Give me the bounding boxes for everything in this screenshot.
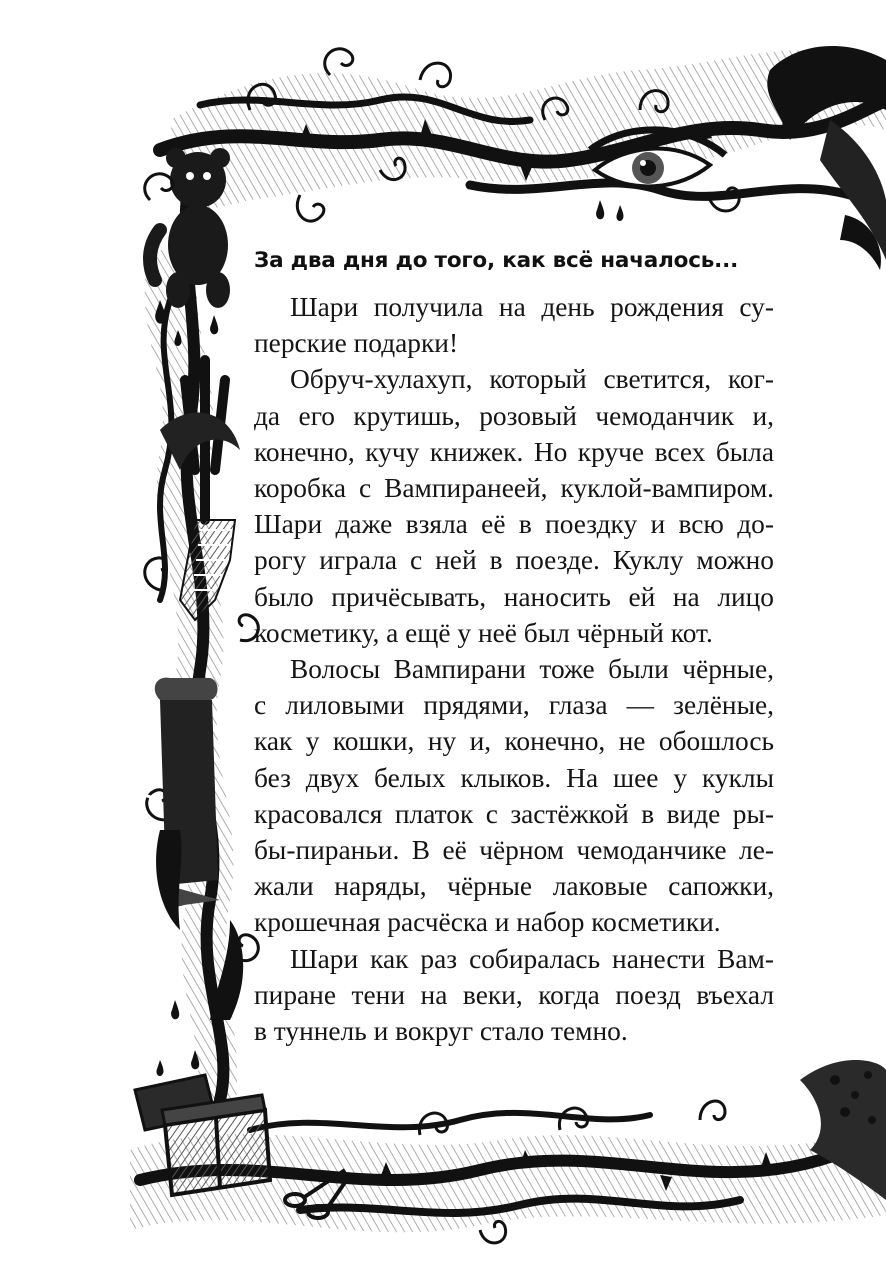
text-line: как у кошки, ну и, конечно, не обошлось — [254, 726, 774, 757]
text-line: было причёсывать, наносить ей на лицо — [254, 581, 774, 612]
text-line: перские подарки! — [254, 328, 459, 359]
text-line: жали наряды, чёрные лаковые сапожки, — [254, 871, 774, 902]
text-line: коробка с Вампиранеей, куклой-вампиром. — [254, 473, 774, 504]
text-line: рогу играла с ней в поезде. Куклу можно — [254, 545, 774, 576]
banner-label: НИКОМУ — [121, 708, 154, 803]
top-vine-border — [160, 46, 886, 270]
text-line: Шари как раз собиралась нанести Вам- — [290, 943, 774, 974]
text-line: да его крутишь, розовый чемоданчик и, — [254, 400, 774, 431]
text-line: косметику, а ещё у неё был чёрный кот. — [254, 617, 713, 648]
paragraph-3 — [254, 651, 774, 941]
left-vine-border — [145, 148, 259, 1110]
text-line: Обруч-хулахуп, который светится, ког- — [290, 364, 774, 395]
paragraph-4 — [254, 941, 774, 1050]
paragraph-2 — [254, 361, 774, 651]
text-line: без двух белых клыков. На шее у куклы — [254, 762, 774, 793]
story-text — [254, 248, 774, 1049]
text-line: Шари даже взяла её в поездку и всю до- — [254, 509, 774, 540]
chapter-heading: За два дня до того, как всё началось... — [254, 248, 739, 273]
paragraph-1 — [254, 289, 774, 361]
text-line: пиране тени на веки, когда поезд въехал — [254, 979, 774, 1010]
text-line: в туннель и вокруг стало темно. — [254, 1016, 628, 1047]
text-line: конечно, кучу книжек. Но круче всех была — [254, 436, 774, 467]
text-line: с лиловыми прядями, глаза — зелёные, — [254, 690, 774, 721]
bottom-vine-border — [130, 1060, 886, 1243]
text-line: крошечная расчёска и набор косметики. — [254, 907, 721, 938]
text-line: Волосы Вампирани тоже были чёрные, — [290, 654, 774, 685]
text-line: красовался платок с застёжкой в виде ры- — [254, 798, 774, 829]
text-line: бы-пираньи. В её чёрном чемоданчике ле- — [254, 835, 774, 866]
text-line: Шари получила на день рождения су- — [290, 292, 774, 322]
